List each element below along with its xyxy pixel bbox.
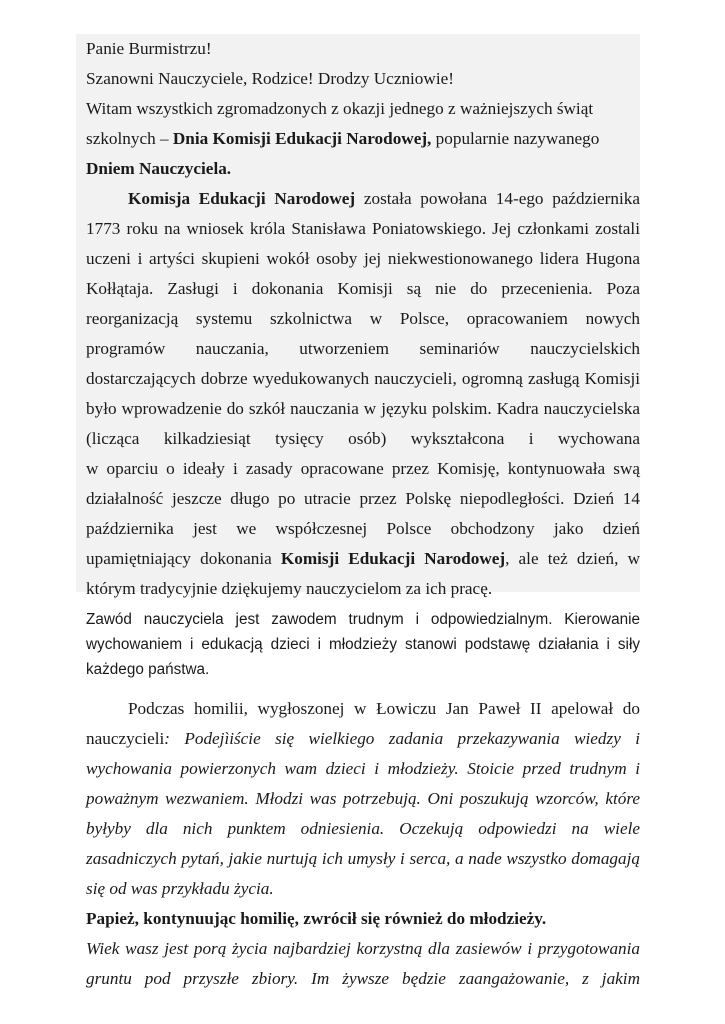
- quote-run: Wiek wasz jest porą życia najbardziej korzystną dla zasiewów i przygotowania: [86, 939, 640, 958]
- profession-line: wychowaniem i edukacją dzieci i młodzieży stanowi podstawę działania i siły: [86, 636, 640, 653]
- homily-quote-line: [86, 724, 640, 754]
- history-line: programów nauczania, utworzeniem seminariów nauczycielskich: [86, 339, 640, 358]
- youth-quote-line: [86, 964, 640, 994]
- quote-run: poważnym wezwaniem. Młodzi was potrzebują. Oni poszukują wzorców, które: [86, 789, 640, 808]
- homily-quote-line: [86, 844, 640, 874]
- text-run: nauczycieli: [86, 729, 165, 748]
- history-line: którym tradycyjnie dziękujemy nauczycielom za ich pracę.: [86, 579, 493, 598]
- history-line: w oparciu o ideały i zasady opracowane przez Komisję, kontynuowała swą: [86, 459, 640, 478]
- history-line: [86, 544, 640, 574]
- text-run: , ale też dzień, w: [505, 549, 640, 568]
- quote-run: byłyby dla nich punktem odniesienia. Oczekują odpowiedzi na wiele: [86, 819, 640, 838]
- text-run: popularnie nazywanego: [431, 129, 600, 148]
- commission-name: Komisja Edukacji Narodowej: [128, 189, 356, 208]
- holiday-name: Dnia Komisji Edukacji Narodowej,: [172, 129, 432, 148]
- homily-quote-line: [86, 754, 640, 784]
- text-run: upamiętniający dokonania: [86, 549, 281, 568]
- history-line: [86, 184, 640, 214]
- quote-run: : Podejìiście się wielkiego zadania przekazywania wiedzy i: [164, 729, 640, 748]
- history-line: (licząca kilkadziesiąt tysięcy osób) wykształcona i wychowana: [86, 429, 640, 448]
- intro-line: Witam wszystkich zgromadzonych z okazji jednego z ważniejszych świąt: [86, 99, 594, 118]
- history-line: października jest we współczesnej Polsce obchodzony jako dzień: [86, 519, 640, 538]
- quote-run: się od was przykładu życia.: [86, 879, 274, 898]
- history-line: uczeni i artyści skupieni wokół osoby jej niekwestionowanego lidera Hugona: [86, 249, 640, 268]
- homily-quote-line: [86, 814, 640, 844]
- homily-line: Podczas homilii, wygłoszonej w Łowiczu Jan Paweł II apelował do: [128, 699, 640, 718]
- history-line: reorganizacją systemu szkolnictwa w Polsce, opracowaniem nowych: [86, 309, 640, 328]
- intro-line: [86, 154, 640, 184]
- quote-run: gruntu pod przyszłe zbiory. Im żywsze będzie zaangażowanie, z jakim: [86, 969, 640, 988]
- intro-line: [86, 124, 640, 154]
- commission-name: Komisji Edukacji Narodowej: [280, 549, 506, 568]
- quote-run: zasadniczych pytań, jakie nurtują ich umysły i serca, a nade wszystko domagają: [86, 849, 640, 868]
- youth-quote-line: [86, 934, 640, 964]
- text-run: została powołana 14-ego października: [355, 189, 640, 208]
- homily-quote-line: [86, 874, 640, 904]
- speech-document: [86, 34, 640, 994]
- history-line: działalność jeszcze długo po utracie przez Polskę niepodległości. Dzień 14: [86, 489, 640, 508]
- history-line: dostarczających dobrze wyedukowanych nauczycieli, ogromną zasługą Komisji: [86, 369, 640, 388]
- profession-line: Zawód nauczyciela jest zawodem trudnym i odpowiedzialnym. Kierowanie: [86, 611, 640, 628]
- history-line: Kołłątaja. Zasługi i dokonania Komisji są nie do przecenienia. Poza: [86, 279, 640, 298]
- youth-heading-text: Papież, kontynuując homilię, zwrócił się również do młodzieży.: [86, 909, 547, 928]
- history-line: było wprowadzenie do szkół nauczania w języku polskim. Kadra nauczycielska: [86, 399, 640, 418]
- homily-quote-line: [86, 784, 640, 814]
- salutation-audience: Szanowni Nauczyciele, Rodzice! Drodzy Uczniowie!: [86, 69, 454, 88]
- quote-run: wychowania powierzonych wam dzieci i młodzieży. Stoicie przed trudnym i: [86, 759, 640, 778]
- text-run: szkolnych –: [86, 129, 173, 148]
- youth-heading: [86, 904, 640, 934]
- teachers-day-name: Dniem Nauczyciela.: [86, 159, 232, 178]
- salutation-mayor: Panie Burmistrzu!: [86, 39, 212, 58]
- history-line: 1773 roku na wniosek króla Stanisława Poniatowskiego. Jej członkami zostali: [86, 219, 640, 238]
- profession-line: każdego państwa.: [86, 661, 210, 678]
